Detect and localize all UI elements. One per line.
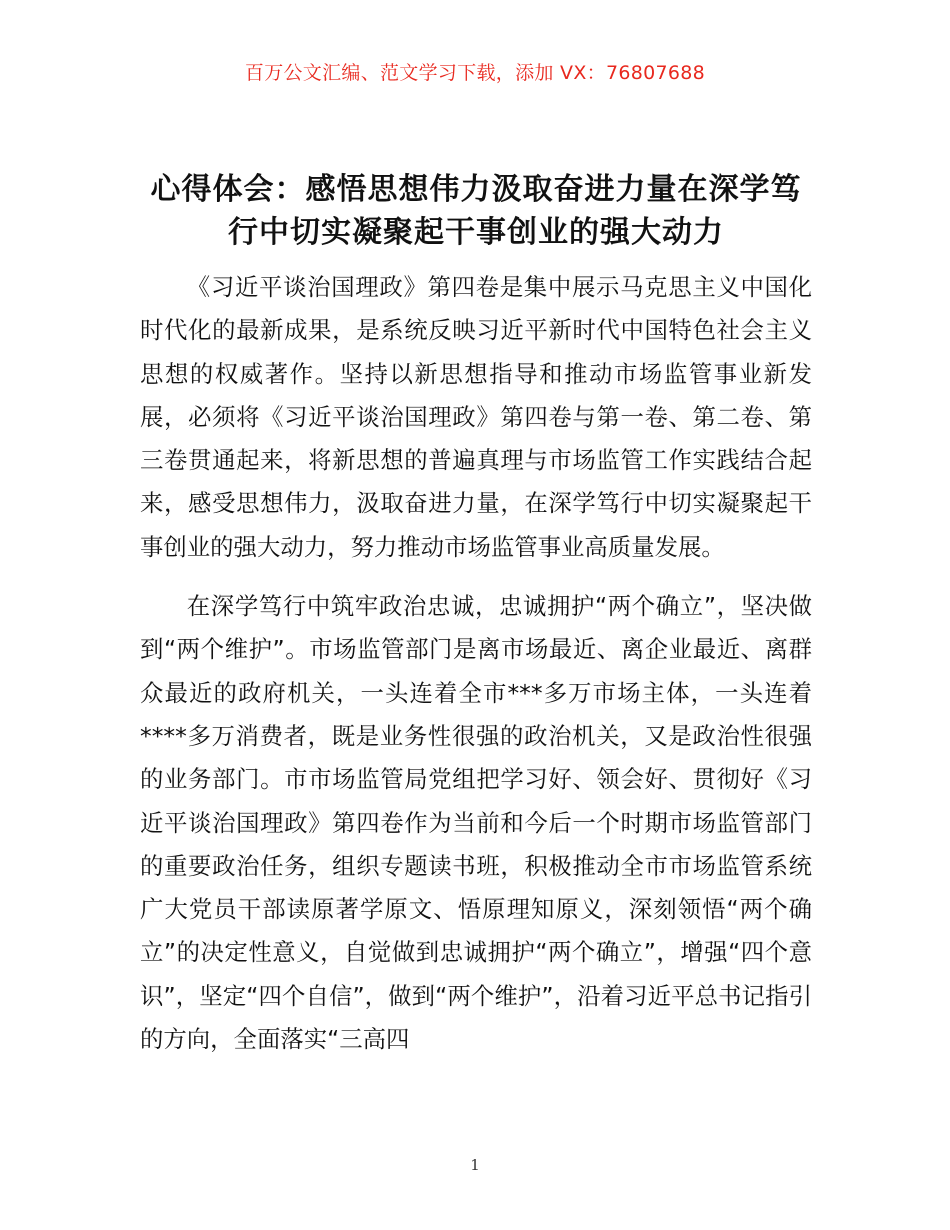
document-title: 心得体会：感悟思想伟力汲取奋进力量在深学笃行中切实凝聚起干事创业的强大动力 (150, 172, 802, 250)
page-number: 1 (470, 1156, 480, 1174)
body-paragraph-1: 《习近平谈治国理政》第四卷是集中展示马克思主义中国化时代化的最新成果，是系统反映习近平新时代中国特色社会主义思想的权威著作。坚持以新思想指导和推动市场监管事业新发展，必须将《习近平谈治国理政》第四卷与第一卷、第二卷、第三卷贯通起来，将新思想的普遍真理与市场监管工作实践结合起来，感受思想伟力，汲取奋进力量，在深学笃行中切实凝聚起干事创业的强大动力，努力推动市场监管事业高质量发展。 (140, 273, 812, 561)
body-paragraph-2: 在深学笃行中筑牢政治忠诚，忠诚拥护“两个确立”，坚决做到“两个维护”。市场监管部门是离市场最近、离企业最近、离群众最近的政府机关，一头连着全市***多万市场主体，一头连着****多万消费者，既是业务性很强的政治机关，又是政治性很强的业务部门。市市场监管局党组把学习好、领会好、贯彻好《习近平谈治国理政》第四卷作为当前和今后一个时期市场监管部门的重要政治任务，组织专题读书班，积极推动全市市场监管系统广大党员干部读原著学原文、悟原理知原义，深刻领悟“两个确立”的决定性意义，自觉做到忠诚拥护“两个确立”，增强“四个意识”，坚定“四个自信”，做到“两个维护”，沿着习近平总书记指引的方向，全面落实“三高四 (140, 592, 812, 1054)
header-download-note: 百万公文汇编、范文学习下载，添加 VX：76807688 (244, 62, 706, 84)
document-body (140, 266, 812, 1061)
